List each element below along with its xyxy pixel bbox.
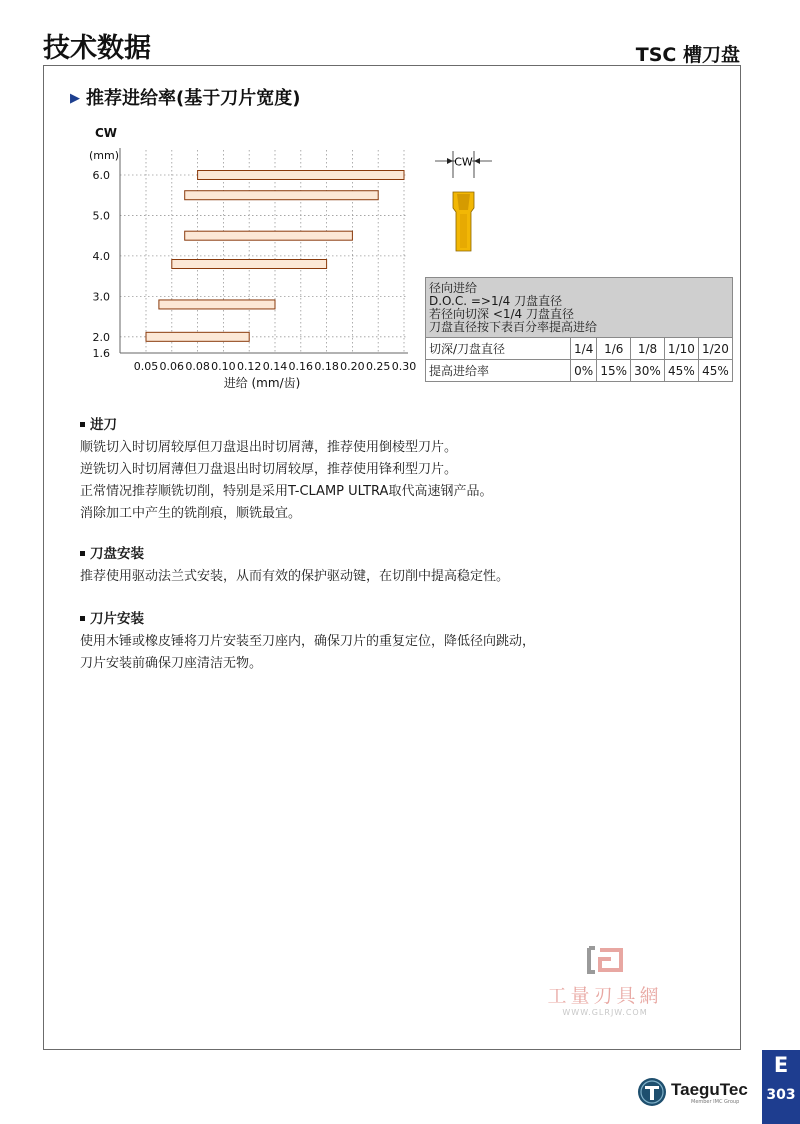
- x-tick-label: 0.25: [365, 360, 391, 373]
- x-tick-label: 0.18: [314, 360, 339, 373]
- block-heading-text: 进刀: [90, 417, 117, 433]
- page-number: 303: [766, 1087, 796, 1103]
- block-line: 顺铣切入时切屑较厚但刀盘退出时切屑薄，推荐使用倒棱型刀片。: [80, 440, 458, 455]
- note-line: D.O.C. =>1/4 刀盘直径: [429, 294, 563, 308]
- block-line: 正常情况推荐顺铣切削，特别是采用T-CLAMP ULTRA取代高速钢产品。: [80, 484, 493, 499]
- x-axis-title: 进给 (mm/齿): [223, 376, 301, 390]
- block-heading-text: 刀盘安装: [90, 546, 144, 562]
- y-axis-unit: (mm): [88, 149, 120, 162]
- arrow-left-icon: [474, 158, 480, 164]
- block-line: 刀片安装前确保刀座清洁无物。: [80, 656, 263, 671]
- x-tick-label: 0.08: [185, 360, 210, 373]
- block-heading-text: 刀片安装: [90, 611, 144, 627]
- feed-range-bar: [146, 332, 249, 341]
- note-line: 径向进给: [429, 281, 478, 295]
- product-title: TSC 槽刀盘: [635, 44, 740, 66]
- feed-range-bar: [185, 191, 379, 200]
- x-tick-label: 0.12: [236, 360, 262, 373]
- block-line: 消除加工中产生的铣削痕，顺铣最宜。: [80, 506, 302, 521]
- watermark: [530, 945, 680, 1017]
- text-block-cutter-mounting: [80, 543, 509, 588]
- table-cell: 1/20: [698, 338, 732, 360]
- table-cell: 30%: [631, 360, 665, 382]
- x-tick-label: 0.14: [262, 360, 288, 373]
- table-row-label: 提高进给率: [426, 360, 571, 382]
- chapter-tab: [762, 1050, 800, 1124]
- block-line: 逆铣切入时切屑薄但刀盘退出时切屑较厚，推荐使用锋利型刀片。: [80, 462, 458, 477]
- square-bullet-icon: [80, 616, 85, 621]
- table-note: [426, 278, 733, 338]
- watermark-name: 工量刃具網: [547, 985, 663, 1007]
- brand-subtitle: Member IMC Group: [691, 1098, 740, 1105]
- chapter-letter: E: [773, 1053, 789, 1077]
- x-tick-label: 0.20: [340, 360, 365, 373]
- table-row-label: 切深/刀盘直径: [426, 338, 571, 360]
- y-axis-title: CW: [94, 126, 118, 140]
- table-cell: 45%: [664, 360, 698, 382]
- table-cell: 1/6: [597, 338, 631, 360]
- note-line: 刀盘直径按下表百分率提高进给: [429, 320, 598, 334]
- taegutec-logo-icon: [637, 1077, 667, 1107]
- y-tick-label: 3.0: [92, 290, 110, 304]
- feed-increase-table: [425, 277, 733, 382]
- block-line: 推荐使用驱动法兰式安装，从而有效的保护驱动键，在切削中提高稳定性。: [80, 569, 510, 584]
- table-cell: 45%: [698, 360, 732, 382]
- x-tick-label: 0.05: [133, 360, 159, 373]
- taegutec-logo: [637, 1077, 748, 1107]
- insert-width-diagram: [430, 148, 500, 253]
- x-tick-label: 0.10: [211, 360, 236, 373]
- table-cell: 15%: [597, 360, 631, 382]
- triangle-bullet-icon: ▶: [70, 91, 80, 106]
- feed-range-bar: [185, 231, 353, 240]
- y-tick-label: 1.6: [92, 347, 110, 360]
- y-tick-labels: [93, 169, 111, 360]
- table-cell: 1/10: [664, 338, 698, 360]
- brand-name: TaeguTec: [671, 1079, 748, 1099]
- table-row: [426, 360, 733, 382]
- y-tick-label: 6.0: [92, 169, 110, 182]
- watermark-logo-icon: [583, 945, 627, 975]
- block-heading: [80, 608, 535, 630]
- section-heading-text: 推荐进给率(基于刀片宽度): [86, 88, 301, 109]
- x-tick-label: 0.06: [159, 360, 185, 373]
- section-heading: [70, 84, 300, 110]
- block-line: 使用木锤或橡皮锤将刀片安装至刀座内，确保刀片的重复定位，降低径向跳动，: [80, 634, 536, 649]
- table-cell: 1/4: [571, 338, 597, 360]
- feed-rate-chart: [80, 120, 420, 395]
- table-row: [426, 338, 733, 360]
- arrow-right-icon: [447, 158, 453, 164]
- x-tick-label: 0.30: [391, 360, 417, 373]
- cw-label: CW: [454, 155, 473, 169]
- grooving-insert-icon: [453, 192, 474, 251]
- y-tick-label: 4.0: [92, 249, 110, 263]
- watermark-url: WWW.GLRJW.COM: [562, 1008, 648, 1017]
- text-block-entry: [80, 414, 492, 525]
- block-heading: [80, 543, 509, 565]
- x-tick-labels: [134, 360, 417, 373]
- square-bullet-icon: [80, 551, 85, 556]
- page-title: 技术数据: [43, 33, 151, 64]
- table-cell: 1/8: [631, 338, 665, 360]
- block-heading: [80, 414, 492, 436]
- table-note-row: [426, 278, 733, 338]
- note-line: 若径向切深 <1/4 刀盘直径: [429, 307, 574, 321]
- square-bullet-icon: [80, 422, 85, 427]
- y-tick-label: 5.0: [92, 209, 110, 223]
- table-cell: 0%: [571, 360, 597, 382]
- feed-range-bar: [198, 171, 404, 180]
- y-tick-label: 2.0: [92, 330, 110, 344]
- text-block-insert-mounting: [80, 608, 535, 675]
- feed-range-bar: [172, 260, 327, 269]
- feed-range-bar: [159, 300, 275, 309]
- x-tick-label: 0.16: [288, 360, 314, 373]
